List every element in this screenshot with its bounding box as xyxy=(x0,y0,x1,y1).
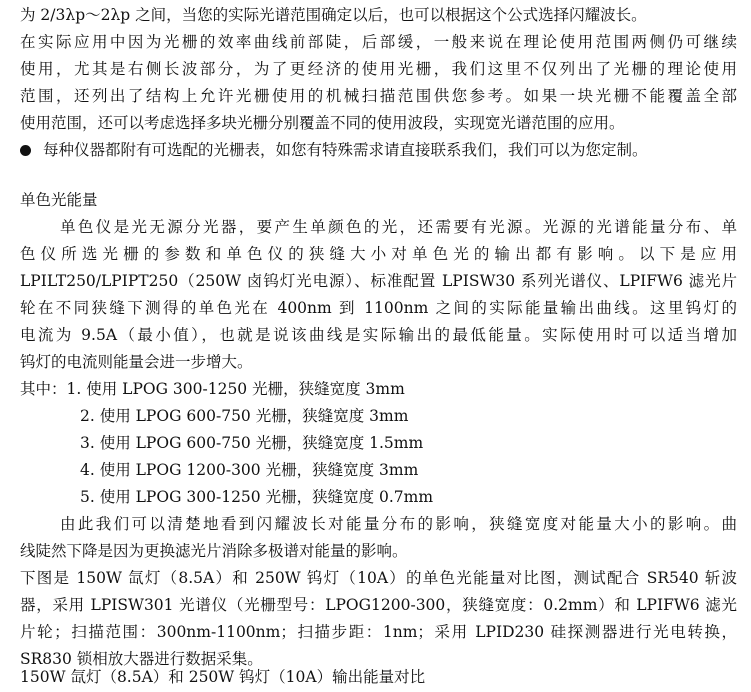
p1-line-1: 单色仪是光无源分光器，要产生单颜色的光，还需要有光源。光源的光谱能量分布、单 xyxy=(60,218,737,236)
bullet-dot-icon xyxy=(20,145,31,156)
intro-line-4: 范围，还列出了结构上允许光栅使用的机械扫描范围供您参考。如果一块光栅不能覆盖全部 xyxy=(20,87,737,105)
figure-caption: 150W 氙灯（8.5A）和 250W 钨灯（10A）输出能量对比 xyxy=(20,668,426,686)
intro-line-2: 在实际应用中因为光栅的效率曲线前部陡，后部缓，一般来说在理论使用范围两侧仍可继续 xyxy=(20,33,737,51)
p1-line-3: LPILT250/LPIPT250（250W 卤钨灯光电源）、标准配置 LPISW30 系列光谱仪、LPIFW6 滤光片 xyxy=(20,272,737,290)
p2-line-1: 由此我们可以清楚地看到闪耀波长对能量分布的影响，狭缝宽度对能量大小的影响。曲 xyxy=(60,515,737,533)
p3-line-1: 下图是 150W 氙灯（8.5A）和 250W 钨灯（10A）的单色光能量对比图，测试配合 SR540 斩波 xyxy=(20,569,737,587)
p1-line-5: 电流为 9.5A（最小值），也就是说该曲线是实际输出的最低能量。实际使用时可以适当增加 xyxy=(20,326,737,344)
intro-line-5: 使用范围，还可以考虑选择多块光栅分别覆盖不同的使用波段，实现宽光谱范围的应用。 xyxy=(20,114,625,132)
list-item-2: 2. 使用 LPOG 600-750 光栅，狭缝宽度 3mm xyxy=(80,407,409,425)
list-first-line xyxy=(20,378,737,402)
p2-line-2: 线陡然下降是因为更换滤光片消除多极谱对能量的影响。 xyxy=(20,542,408,560)
p3-line-3: 片轮；扫描范围：300nm-1100nm；扫描步距：1nm；采用 LPID230 硅探测器进行光电转换， xyxy=(20,623,737,641)
list-item-3: 3. 使用 LPOG 600-750 光栅，狭缝宽度 1.5mm xyxy=(80,434,424,452)
p1-line-4: 轮在不同狭缝下测得的单色光在 400nm 到 1100nm 之间的实际能量输出曲线。这里钨灯的 xyxy=(20,299,737,317)
list-prefix: 其中： xyxy=(20,380,67,398)
section-heading: 单色光能量 xyxy=(20,191,98,209)
bullet-line xyxy=(20,139,737,163)
p3-line-4: SR830 锁相放大器进行数据采集。 xyxy=(20,650,263,668)
p1-line-6: 钨灯的电流则能量会进一步增大。 xyxy=(20,353,253,371)
intro-line-3: 使用，尤其是右侧长波部分，为了更经济的使用光栅，我们这里不仅列出了光栅的理论使用 xyxy=(20,60,737,78)
p3-line-2: 器，采用 LPISW301 光谱仪（光栅型号：LPOG1200-300，狭缝宽度：0.2mm）和 LPIFW6 滤光 xyxy=(20,596,737,614)
bullet-text: 每种仪器都附有可选配的光栅表，如您有特殊需求请直接联系我们，我们可以为您定制。 xyxy=(43,141,648,159)
list-item-5: 5. 使用 LPOG 300-1250 光栅，狭缝宽度 0.7mm xyxy=(80,488,434,506)
intro-line-1: 为 2/3λp～2λp 之间，当您的实际光谱范围确定以后，也可以根据这个公式选择闪耀波长。 xyxy=(20,6,647,24)
list-item-4: 4. 使用 LPOG 1200-300 光栅，狭缝宽度 3mm xyxy=(80,461,419,479)
p1-line-2: 色仪所选光栅的参数和单色仪的狭缝大小对单色光的输出都有影响。以下是应用 xyxy=(20,245,737,263)
list-item-1: 1. 使用 LPOG 300-1250 光栅，狭缝宽度 3mm xyxy=(66,380,405,398)
